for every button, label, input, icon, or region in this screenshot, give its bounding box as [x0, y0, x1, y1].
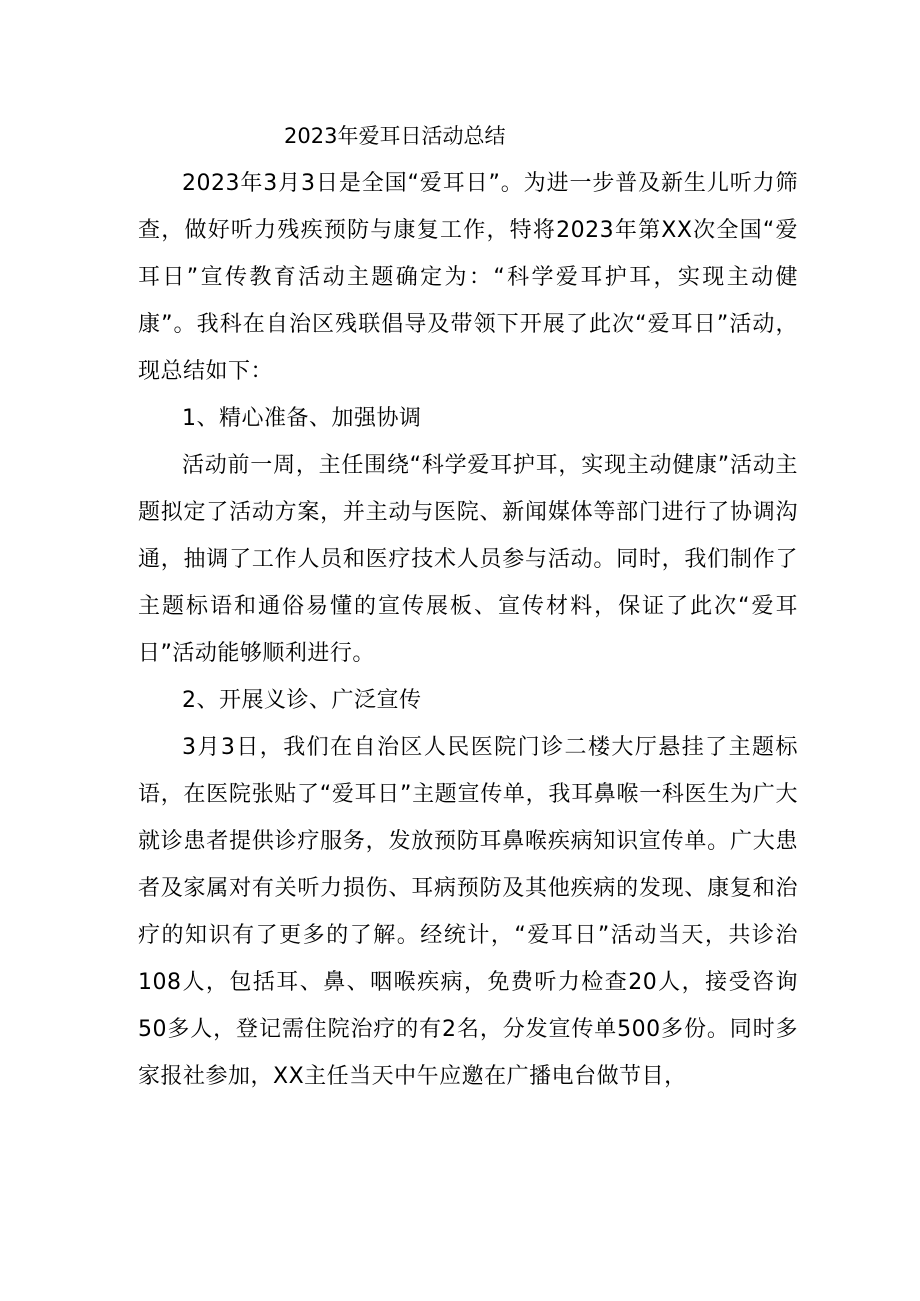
clinic-paragraph: 3月3日，我们在自治区人民医院门诊二楼大厅悬挂了主题标语，在医院张贴了“爱耳日”主题宣传单，我耳鼻喉一科医生为广大就诊患者提供诊疗服务，发放预防耳鼻喉疾病知识宣传单。广大患者及家属对有关听力损伤、耳病预防及其他疾病的发现、康复和治疗的知识有了更多的了解。经统计，“爱耳日”活动当天，共诊治108人，包括耳、鼻、咽喉疾病，免费听力检查20人，接受咨询50多人，登记需住院治疗的有2名，分发宣传单500多份。同时多家报社参加，XX主任当天中午应邀在广播电台做节目， — [138, 735, 798, 1089]
intro-paragraph: 2023年3月3日是全国“爱耳日”。为进一步普及新生儿听力筛查，做好听力残疾预防与康复工作，特将2023年第XX次全国“爱耳日”宣传教育活动主题确定为：“科学爱耳护耳，实现主动健康”。我科在自治区残联倡导及带领下开展了此次“爱耳日”活动，现总结如下： — [138, 171, 799, 384]
section-heading-preparation: 1、精心准备、加强协调 — [182, 406, 422, 431]
document-body — [138, 160, 798, 1100]
document-title: 2023年爱耳日活动总结 — [284, 124, 506, 148]
preparation-paragraph: 活动前一周，主任围绕“科学爱耳护耳，实现主动健康”活动主题拟定了活动方案，并主动与医院、新闻媒体等部门进行了协调沟通，抽调了工作人员和医疗技术人员参与活动。同时，我们制作了主题标语和通俗易懂的宣传展板、宣传材料，保证了此次“爱耳日”活动能够顺利进行。 — [138, 453, 799, 666]
section-heading-clinic: 2、开展义诊、广泛宣传 — [182, 688, 422, 713]
